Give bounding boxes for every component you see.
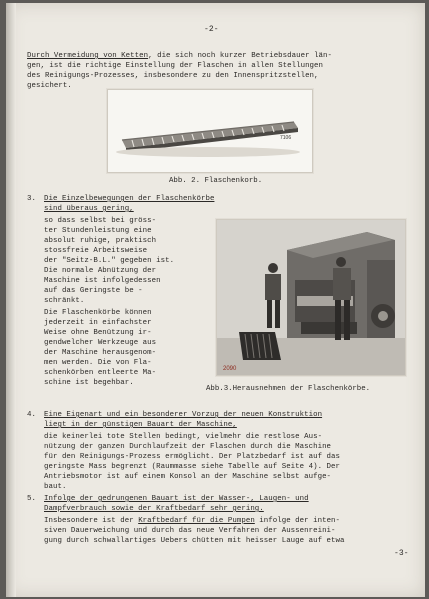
- document-page: [6, 3, 425, 597]
- section3-heading-line2: sind überaus gering,: [44, 205, 134, 213]
- page-number: -2-: [204, 25, 219, 34]
- section4-line-5: baut.: [44, 483, 67, 491]
- figure2-caption: Abb.3.Herausnehmen der Flaschenkörbe.: [206, 385, 371, 393]
- bottle-basket-illustration: [108, 90, 312, 172]
- section3-line-11: Weise ohne Benützung ir-: [44, 329, 152, 337]
- section3-line-6: Maschine ist infolgedessen: [44, 277, 161, 285]
- machine-illustration: [217, 220, 405, 375]
- section5-line-0: [44, 517, 340, 526]
- intro-line-0: , die sich noch kurzer Betriebsdauer län-: [148, 52, 332, 60]
- section3-line-14: men werden. Die von Fla-: [44, 359, 152, 367]
- photo-tag-7106: 7106: [280, 135, 292, 141]
- section3-line-10: jederzeit in einfachster: [44, 319, 152, 327]
- section4-number: 4.: [27, 411, 36, 419]
- bottle-basket-photo: [107, 89, 313, 173]
- section4-line-3: geringste Mass begrenzt (Raummasse siehe Tabelle auf Seite 4). Der: [44, 463, 341, 471]
- next-page-marker: -3-: [394, 549, 409, 558]
- intro-line-1: gen, ist die richtige Einstellung der Flaschen in allen Stellungen: [27, 62, 324, 70]
- section5-number: 5.: [27, 495, 36, 503]
- section3-line-13: der Maschine herausgenom-: [44, 349, 157, 357]
- section4-line-4: Antriebsmotor ist auf einem Konsol an der Maschine selbst aufge-: [44, 473, 332, 481]
- section3-line-12: gendwelcher Werkzeuge aus: [44, 339, 157, 347]
- section5-line-1: siven Dauerweichung und durch das neue Verfahren der Aussenreini-: [44, 527, 336, 535]
- intro-first-line: [27, 52, 332, 61]
- section3-line-4: der "Seitz-B.L." gegeben ist.: [44, 257, 175, 265]
- section3-heading-line1: Die Einzelbewegungen der Flaschenkörbe: [44, 195, 215, 203]
- section3-line-15: schenkörben entleerte Ma-: [44, 369, 157, 377]
- figure1-caption: Abb. 2. Flaschenkorb.: [169, 177, 263, 185]
- section4-heading-line1: Eine Eigenart und ein besonderer Vorzug der neuen Konstruktion: [44, 411, 323, 419]
- section5-line-0-underlined: Kraftbedarf für die Pumpen: [138, 517, 255, 525]
- section3-line-0: so dass selbst bei gröss-: [44, 217, 157, 225]
- section3-line-1: ter Stundenleistung eine: [44, 227, 152, 235]
- section3-line-9: Die Flaschenkörbe können: [44, 309, 152, 317]
- intro-line-2: des Reinigungs-Prozesses, insbesondere zu den Innenspritzstellen,: [27, 72, 319, 80]
- section5-line-2: gung durch schwallartiges Uebers chütten mit heisser Lauge auf etwa: [44, 537, 345, 545]
- section3-line-5: Die normale Abnützung der: [44, 267, 157, 275]
- section4-line-1: nützung der ganzen Durchlaufzeit der Flaschen durch die Maschine: [44, 443, 332, 451]
- section4-line-0: die keinerlei tote Stellen bedingt, vielmehr die restlose Aus-: [44, 433, 323, 441]
- section3-number: 3.: [27, 195, 36, 203]
- section5-heading-line1: Infolge der gedrungenen Bauart ist der Wasser-, Laugen- und: [44, 495, 309, 503]
- section5-line-0-post: infolge der inten-: [254, 517, 341, 525]
- section5-heading-line2: Dampfverbrauch sowie der Kraftbedarf sehr gering.: [44, 505, 264, 513]
- section3-line-8: schränkt.: [44, 297, 85, 305]
- section5-line-0-pre: Insbesondere ist der: [44, 517, 139, 525]
- intro-lead: Durch Vermeidung von Ketten: [27, 52, 149, 60]
- machine-photo: [216, 219, 406, 376]
- section3-line-7: auf das Geringste be -: [44, 287, 143, 295]
- photo-tag-2090: 2090: [223, 366, 237, 372]
- section3-line-2: absolut ruhige, praktisch: [44, 237, 157, 245]
- section4-line-2: für den Reinigungs-Prozess ermöglicht. Der Platzbedarf ist auf das: [44, 453, 341, 461]
- section3-line-3: stossfreie Arbeitsweise: [44, 247, 148, 255]
- page-spine: [6, 3, 16, 597]
- section3-line-16: schine ist begehbar.: [44, 379, 134, 387]
- section4-heading-line2: liegt in der günstigen Bauart der Maschine,: [44, 421, 237, 429]
- intro-line-3: gesichert.: [27, 82, 72, 90]
